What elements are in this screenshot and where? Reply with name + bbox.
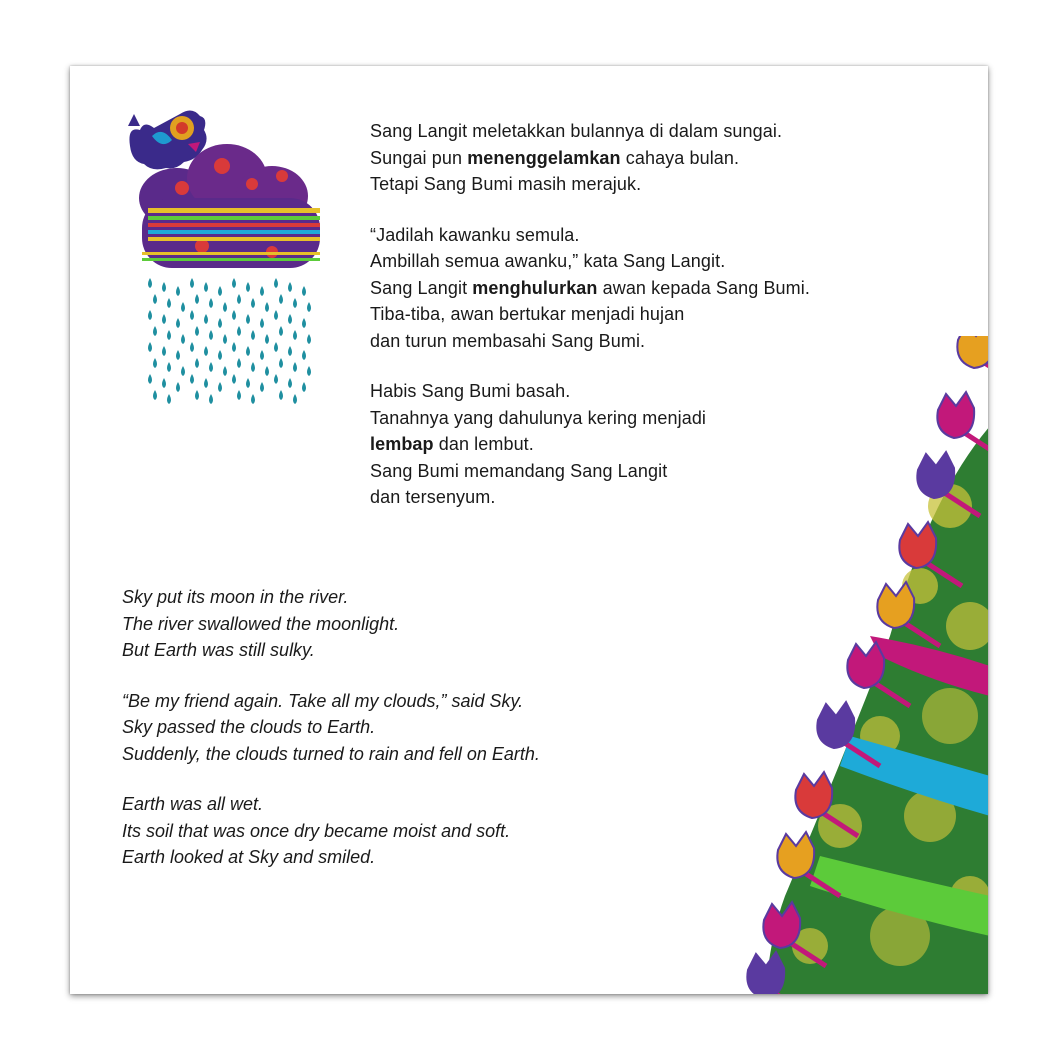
english-paragraph	[122, 688, 702, 768]
tulip-icon	[795, 772, 832, 818]
vocabulary-word: lembap	[370, 434, 434, 454]
malay-line: dan turun membasahi Sang Bumi.	[370, 330, 646, 351]
english-line: Suddenly, the clouds turned to rain and fell on Earth.	[122, 743, 540, 764]
english-paragraph	[122, 791, 702, 871]
malay-line: Sang Langit menghulurkan awan kepada Sang Bumi.	[370, 277, 810, 298]
english-line: The river swallowed the moonlight.	[122, 613, 400, 634]
tulip-icon	[777, 832, 814, 878]
vocabulary-word: menenggelamkan	[467, 147, 621, 168]
malay-line: Tetapi Sang Bumi masih merajuk.	[370, 174, 642, 194]
hill-icon	[765, 426, 988, 994]
malay-line: Habis Sang Bumi basah.	[370, 381, 571, 401]
english-line: Its soil that was once dry became moist and soft.	[122, 820, 511, 841]
tulip-icon	[817, 702, 854, 748]
rain-cloud-cat-illustration	[122, 106, 332, 406]
malay-line: Sang Langit meletakkan bulannya di dalam sungai.	[370, 121, 783, 141]
malay-line: lembap dan lembut.	[370, 434, 534, 454]
malay-line: dan tersenyum.	[370, 487, 496, 507]
tulip-icon	[937, 392, 974, 438]
english-line: “Be my friend again. Take all my clouds,” said Sky.	[122, 690, 524, 711]
malay-line: Sungai pun menenggelamkan cahaya bulan.	[370, 147, 740, 168]
vocabulary-word: menghulurkan	[472, 277, 598, 298]
malay-line: Tanahnya yang dahulunya kering menjadi	[370, 407, 707, 428]
english-line: Sky passed the clouds to Earth.	[122, 717, 376, 737]
tulip-icon	[847, 642, 884, 688]
rain-icon	[148, 278, 311, 404]
english-line: Sky put its moon in the river.	[122, 587, 349, 607]
book-page	[70, 66, 988, 994]
malay-line: Tiba-tiba, awan bertukar menjadi hujan	[370, 304, 685, 324]
english-paragraph	[122, 584, 702, 664]
tulip-icon	[747, 952, 784, 994]
english-line: Earth looked at Sky and smiled.	[122, 847, 376, 867]
tulip-icon	[877, 582, 914, 628]
english-text	[122, 584, 702, 895]
malay-line: Ambillah semua awanku,” kata Sang Langit.	[370, 251, 726, 271]
english-line: Earth was all wet.	[122, 794, 264, 814]
green-hill-illustration	[690, 336, 988, 994]
malay-paragraph	[370, 222, 930, 355]
malay-line: Sang Bumi memandang Sang Langit	[370, 460, 668, 481]
malay-line: “Jadilah kawanku semula.	[370, 224, 580, 245]
malay-paragraph	[370, 118, 930, 198]
tulip-icon	[899, 522, 936, 568]
tulip-icon	[917, 452, 954, 498]
tulip-icon	[957, 336, 988, 368]
english-line: But Earth was still sulky.	[122, 640, 315, 660]
